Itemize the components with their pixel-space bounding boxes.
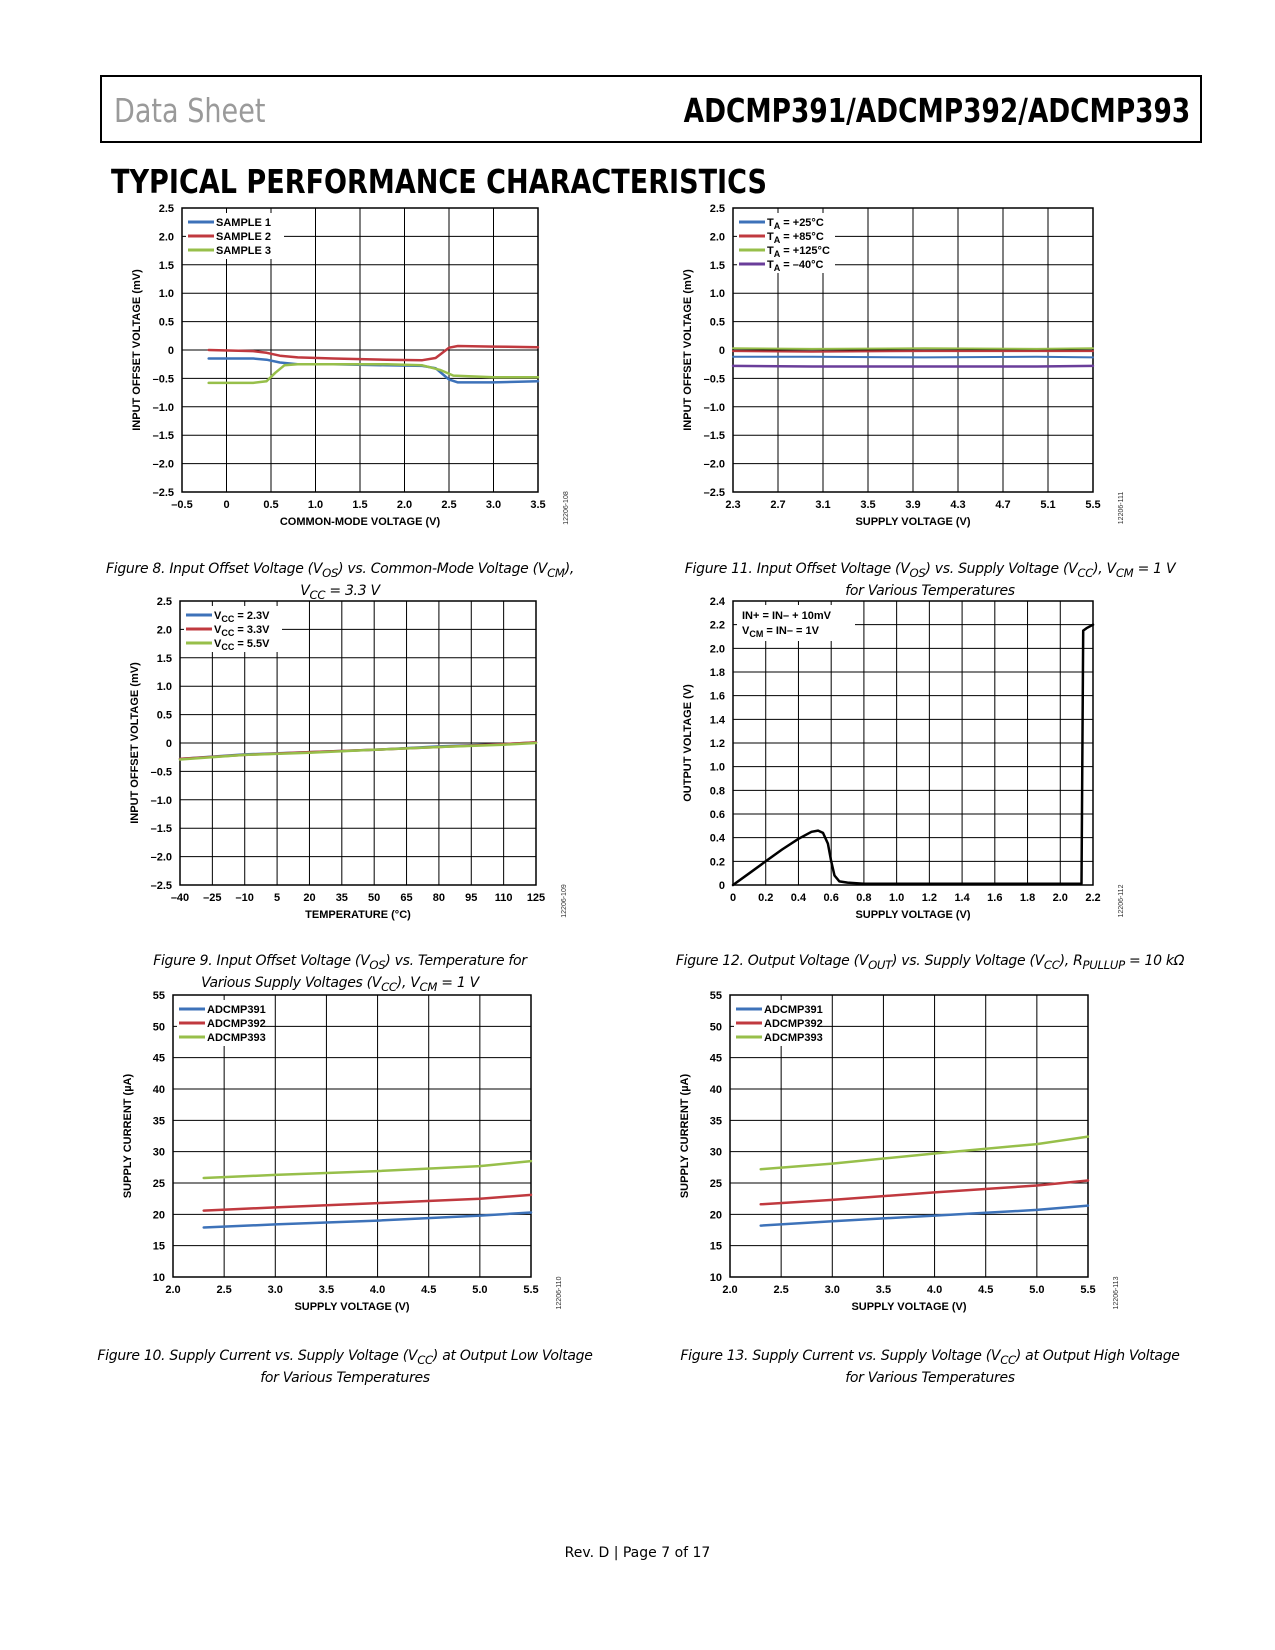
x-axis-label: SUPPLY VOLTAGE (V) <box>855 516 971 528</box>
series-line-3 <box>209 364 538 383</box>
series-line-1 <box>733 357 1093 358</box>
legend-label-1: ADCMP391 <box>764 1004 823 1016</box>
y-tick-label: 2.4 <box>709 596 725 608</box>
x-axis-label: COMMON-MODE VOLTAGE (V) <box>279 516 441 528</box>
y-tick-label: 10 <box>709 1272 722 1284</box>
y-tick-label: 15 <box>709 1240 722 1253</box>
series-line-1 <box>733 625 1093 885</box>
y-tick-label: 45 <box>152 1052 165 1065</box>
y-tick-label: 0.5 <box>158 316 174 329</box>
y-tick-label: –1.5 <box>152 430 174 443</box>
caption-fig11: Figure 11. Input Offset Voltage $(V_{OS})$ vs. Supply Voltage $(V_{CC})$, $V_{CM} = 1$ V for Various Temperatures <box>684 561 1176 599</box>
y-tick-label: 1.0 <box>156 681 172 694</box>
figure-code: 12206-110 <box>556 1276 563 1310</box>
header-part-numbers: ADCMP391/ADCMP392/ADCMP393 <box>683 91 1190 130</box>
series-line-3 <box>733 348 1093 349</box>
x-axis-label: SUPPLY VOLTAGE (V) <box>294 1301 410 1313</box>
chart-fig11 <box>560 195 1160 545</box>
y-tick-label: 40 <box>709 1084 722 1096</box>
y-tick-label: 15 <box>152 1240 165 1253</box>
y-tick-label: 35 <box>152 1115 165 1128</box>
x-tick-label: 0 <box>729 892 737 904</box>
x-tick-label: 5 <box>274 892 281 904</box>
y-tick-label: 20 <box>709 1209 722 1222</box>
y-tick-label: 2.0 <box>158 231 174 244</box>
x-tick-label: 5.0 <box>1029 1284 1045 1296</box>
legend-label-4: $T_A = -40^\circ C$ <box>767 259 824 273</box>
y-tick-label: 35 <box>709 1115 722 1128</box>
x-tick-label: 4.3 <box>950 499 966 511</box>
y-tick-label: 0 <box>165 738 172 750</box>
legend-label-3: ADCMP393 <box>764 1032 823 1044</box>
x-tick-label: 1.0 <box>888 892 905 904</box>
x-tick-label: 4.0 <box>926 1284 943 1296</box>
x-tick-label: 3.0 <box>824 1284 840 1296</box>
x-tick-label: 1.8 <box>1019 892 1036 904</box>
y-tick-label: 25 <box>152 1178 165 1190</box>
x-tick-label: 3.5 <box>860 499 876 511</box>
caption-fig10: Figure 10. Supply Current vs. Supply Voltage $(V_{CC})$ at Output Low Voltage for Various Temperatures <box>97 1348 593 1386</box>
x-tick-label: 3.5 <box>875 1284 892 1296</box>
x-tick-label: 1.0 <box>307 499 324 511</box>
series-line-2 <box>204 1195 531 1211</box>
chart-fig13 <box>560 980 1160 1330</box>
x-tick-label: 1.6 <box>987 892 1003 904</box>
section-title: TYPICAL PERFORMANCE CHARACTERISTICS <box>111 162 767 201</box>
x-tick-label: 3.5 <box>530 499 546 511</box>
y-tick-label: –0.5 <box>152 373 174 386</box>
x-tick-label: 1.5 <box>352 499 368 511</box>
y-tick-label: –2.0 <box>150 851 172 864</box>
y-tick-label: 20 <box>152 1209 165 1222</box>
x-tick-label: –40 <box>170 892 190 904</box>
x-tick-label: 80 <box>432 892 446 904</box>
x-tick-label: 125 <box>526 892 546 904</box>
x-tick-label: 0.2 <box>758 892 774 904</box>
x-tick-label: 5.5 <box>1085 499 1101 511</box>
y-tick-label: 50 <box>709 1021 722 1034</box>
y-tick-label: 0.6 <box>709 809 725 821</box>
x-tick-label: 2.0 <box>722 1284 738 1296</box>
y-tick-label: –2.5 <box>152 487 174 499</box>
y-tick-label: 40 <box>152 1084 165 1096</box>
y-tick-label: –2.0 <box>703 458 725 471</box>
caption-fig8: Figure 8. Input Offset Voltage $(V_{OS})$ vs. Common-Mode Voltage $(V_{CM})$, $V_{CC} = 3.3$ V <box>106 561 574 602</box>
chart-fig8 <box>0 195 600 545</box>
figure-code: 12206-111 <box>1118 491 1125 525</box>
y-tick-label: –2.0 <box>152 458 174 471</box>
y-tick-label: 30 <box>709 1146 722 1159</box>
y-tick-label: 10 <box>152 1272 165 1284</box>
legend-label-2: SAMPLE 2 <box>216 231 272 243</box>
caption-fig12: Figure 12. Output Voltage $(V_{OUT})$ vs. Supply Voltage $(V_{CC})$, $R_{PULLUP} = 10$ kΩ <box>675 953 1185 972</box>
y-tick-label: 0.4 <box>709 832 725 845</box>
x-tick-label: 1.2 <box>921 892 938 904</box>
x-axis-label: SUPPLY VOLTAGE (V) <box>851 1301 967 1313</box>
y-tick-label: 2.5 <box>158 203 174 215</box>
y-tick-label: –0.5 <box>703 373 725 386</box>
y-tick-label: 0 <box>718 345 725 357</box>
y-tick-label: 2.0 <box>709 231 725 244</box>
x-tick-label: 5.0 <box>472 1284 488 1296</box>
x-tick-label: 20 <box>303 892 316 904</box>
y-tick-label: 0.8 <box>709 785 725 798</box>
y-tick-label: 45 <box>709 1052 722 1065</box>
legend-label-2: $V_{CC} = 3.3V$ <box>214 624 270 638</box>
legend-label-3: $T_A = +125^\circ C$ <box>767 245 830 259</box>
x-tick-label: 0 <box>223 499 230 511</box>
x-tick-label: 0.8 <box>856 892 872 904</box>
x-tick-label: 5.1 <box>1040 499 1056 511</box>
y-tick-label: 55 <box>709 990 722 1002</box>
x-tick-label: 2.7 <box>770 499 786 511</box>
y-tick-label: 1.0 <box>709 288 725 301</box>
y-axis-label: SUPPLY CURRENT (µA) <box>122 1073 134 1199</box>
legend-label-3: SAMPLE 3 <box>216 245 272 257</box>
y-tick-label: 2.0 <box>156 624 172 637</box>
x-tick-label: 95 <box>465 892 478 904</box>
page-header <box>100 75 1202 143</box>
y-tick-label: 1.6 <box>709 690 725 703</box>
x-tick-label: –10 <box>235 892 254 904</box>
x-tick-label: 2.2 <box>1085 892 1101 904</box>
y-tick-label: –1.0 <box>152 401 174 414</box>
y-tick-label: 1.0 <box>709 761 725 774</box>
y-tick-label: 25 <box>709 1178 722 1190</box>
y-tick-label: 30 <box>152 1146 165 1159</box>
x-tick-label: 2.0 <box>396 499 413 511</box>
x-tick-label: 2.5 <box>216 1284 232 1296</box>
y-tick-label: 1.4 <box>709 714 725 727</box>
x-tick-label: 65 <box>400 892 413 904</box>
series-line-4 <box>733 366 1093 367</box>
series-line-3 <box>204 1161 531 1178</box>
y-axis-label: OUTPUT VOLTAGE (V) <box>682 684 694 802</box>
x-tick-label: 3.0 <box>485 499 502 511</box>
x-tick-label: 3.9 <box>905 499 921 511</box>
header-doc-type: Data Sheet <box>114 91 266 130</box>
x-tick-label: 3.1 <box>815 499 831 511</box>
x-tick-label: 0.4 <box>790 892 807 904</box>
y-tick-label: 0 <box>718 880 725 892</box>
chart-fig12 <box>560 588 1160 938</box>
y-tick-label: 50 <box>152 1021 165 1034</box>
legend-label-3: ADCMP393 <box>207 1032 266 1044</box>
y-axis-label: INPUT OFFSET VOLTAGE (mV) <box>131 269 143 431</box>
x-tick-label: 0.6 <box>823 892 839 904</box>
legend-label-1: ADCMP391 <box>207 1004 266 1016</box>
x-tick-label: 0.5 <box>263 499 279 511</box>
y-tick-label: 0.5 <box>156 709 172 722</box>
y-tick-label: 0.5 <box>709 316 725 329</box>
x-tick-label: 2.5 <box>773 1284 789 1296</box>
chart-fig10 <box>0 980 600 1330</box>
y-tick-label: –2.5 <box>703 487 725 499</box>
x-axis-label: SUPPLY VOLTAGE (V) <box>855 909 971 921</box>
x-tick-label: 2.3 <box>725 499 741 511</box>
x-tick-label: 4.7 <box>995 499 1011 511</box>
y-tick-label: 1.0 <box>158 288 174 301</box>
x-tick-label: 5.5 <box>523 1284 539 1296</box>
legend-label-1: $V_{CC} = 2.3V$ <box>214 610 270 624</box>
x-tick-label: 4.5 <box>421 1284 437 1296</box>
y-tick-label: 2.2 <box>709 619 725 632</box>
legend-label-2: ADCMP392 <box>207 1018 266 1030</box>
y-tick-label: –1.5 <box>703 430 725 443</box>
y-tick-label: –1.0 <box>150 794 172 807</box>
y-axis-label: SUPPLY CURRENT (µA) <box>679 1073 691 1199</box>
series-line-2 <box>733 351 1093 352</box>
series-line-2 <box>761 1181 1088 1205</box>
caption-fig13: Figure 13. Supply Current vs. Supply Voltage $(V_{CC})$ at Output High Voltage for Various Temperatures <box>680 1348 1180 1386</box>
x-tick-label: 2.0 <box>165 1284 181 1296</box>
legend-label-1: SAMPLE 1 <box>216 217 272 229</box>
y-tick-label: –1.0 <box>703 401 725 414</box>
x-tick-label: 2.0 <box>1052 892 1068 904</box>
figure-code: 12206-112 <box>1118 884 1125 918</box>
page-footer: Rev. D | Page 7 of 17 <box>564 1545 711 1561</box>
x-tick-label: –25 <box>203 892 222 904</box>
y-tick-label: 0.2 <box>709 856 725 869</box>
x-axis-label: TEMPERATURE (°C) <box>305 909 411 921</box>
legend-label-2: $T_A = +85^\circ C$ <box>767 231 824 245</box>
x-tick-label: 50 <box>368 892 381 904</box>
y-tick-label: 2.5 <box>709 203 725 215</box>
chart-fig9 <box>0 588 600 938</box>
series-line-1 <box>761 1206 1088 1226</box>
y-axis-label: INPUT OFFSET VOLTAGE (mV) <box>682 269 694 431</box>
figure-code: 12206-108 <box>563 491 570 525</box>
x-tick-label: 35 <box>335 892 348 904</box>
y-tick-label: 2.0 <box>709 643 725 656</box>
y-tick-label: 1.2 <box>709 738 725 750</box>
y-tick-label: 2.5 <box>156 596 172 608</box>
x-tick-label: 3.0 <box>267 1284 283 1296</box>
y-tick-label: 1.8 <box>709 667 725 679</box>
y-tick-label: 1.5 <box>158 259 174 272</box>
x-tick-label: 1.4 <box>954 892 970 904</box>
annotation-line-2: $V_{CM} = IN- = 1V$ <box>742 625 819 639</box>
y-tick-label: 55 <box>152 990 165 1002</box>
x-tick-label: –0.5 <box>171 499 193 511</box>
y-tick-label: 1.5 <box>156 652 172 665</box>
figure-code: 12206-113 <box>1113 1276 1120 1310</box>
figure-code: 12206-109 <box>561 884 568 918</box>
y-tick-label: –1.5 <box>150 823 172 836</box>
x-tick-label: 110 <box>494 892 513 904</box>
legend-label-2: ADCMP392 <box>764 1018 823 1030</box>
x-tick-label: 4.0 <box>369 1284 386 1296</box>
x-tick-label: 2.5 <box>441 499 457 511</box>
y-axis-label: INPUT OFFSET VOLTAGE (mV) <box>129 662 141 824</box>
y-tick-label: –2.5 <box>150 880 172 892</box>
legend-label-3: $V_{CC} = 5.5V$ <box>214 638 270 652</box>
series-line-3 <box>180 743 536 760</box>
y-tick-label: 1.5 <box>709 259 725 272</box>
series-line-3 <box>761 1137 1088 1170</box>
annotation-line-1: IN+ = IN– + 10mV <box>742 610 831 622</box>
x-tick-label: 3.5 <box>318 1284 335 1296</box>
y-tick-label: –0.5 <box>150 766 172 779</box>
legend-label-1: $T_A = +25^\circ C$ <box>767 217 824 231</box>
y-tick-label: 0 <box>167 345 174 357</box>
caption-fig9: Figure 9. Input Offset Voltage $(V_{OS})$ vs. Temperature for Various Supply Voltages $(V_{CC})$, $V_{CM} = 1$ V <box>153 953 527 994</box>
x-tick-label: 4.5 <box>978 1284 994 1296</box>
x-tick-label: 5.5 <box>1080 1284 1096 1296</box>
